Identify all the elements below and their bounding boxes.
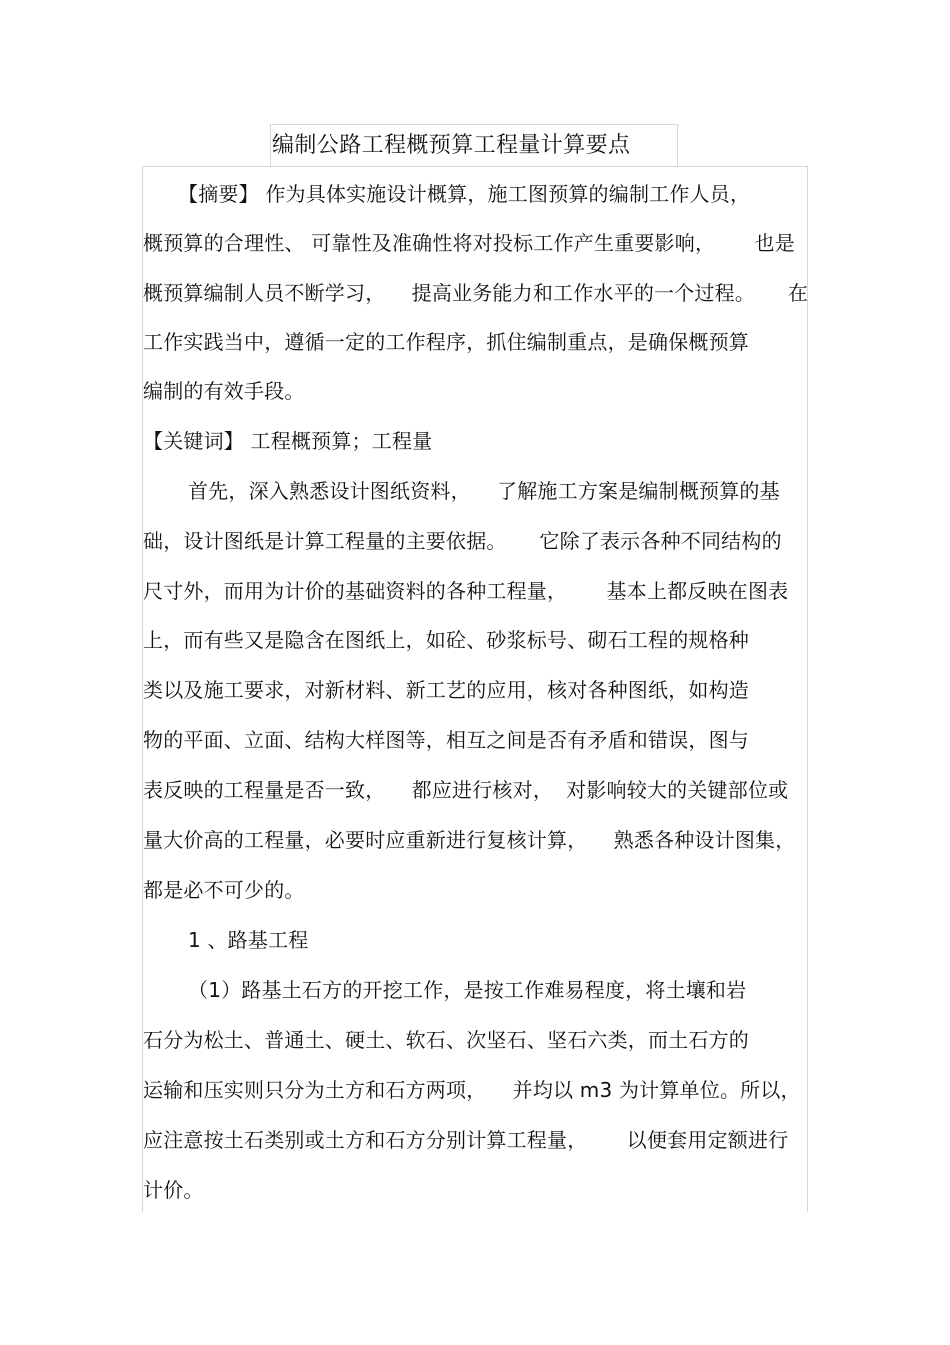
paragraph-line-3: 尺寸外，而用为计价的基础资料的各种工程量， 基本上都反映在图表 [143,579,789,603]
section-line-5: 计价。 [143,1178,204,1202]
paragraph-line-9: 都是必不可少的。 [143,878,305,902]
section-line-2: 石分为松土、普通土、硬土、软石、次坚石、坚石六类，而土石方的 [143,1028,749,1052]
abstract-line-1: 【摘要】 作为具体实施设计概算，施工图预算的编制工作人员， [178,182,751,206]
paragraph-line-2: 础，设计图纸是计算工程量的主要依据。 它除了表示各种不同结构的 [143,529,782,553]
keywords-line: 【关键词】 工程概预算；工程量 [143,429,433,453]
paragraph-line-1: 首先，深入熟悉设计图纸资料， 了解施工方案是编制概预算的基 [188,479,780,503]
paragraph-line-4: 上，而有些又是隐含在图纸上，如砼、砂浆标号、砌石工程的规格种 [143,628,749,652]
abstract-line-3: 概预算编制人员不断学习， 提高业务能力和工作水平的一个过程。 在 [143,281,809,305]
section-line-4: 应注意按土石类别或土方和石方分别计算工程量， 以便套用定额进行 [143,1128,789,1152]
document-title: 编制公路工程概预算工程量计算要点 [272,133,631,158]
paragraph-line-6: 物的平面、立面、结构大样图等，相互之间是否有矛盾和错误，图与 [143,728,749,752]
section-heading: 1 、路基工程 [188,928,309,952]
abstract-line-5: 编制的有效手段。 [143,379,305,403]
section-line-3: 运输和压实则只分为土方和石方两项， 并均以 m3 为计算单位。所以， [143,1078,801,1102]
abstract-line-2: 概预算的合理性、 可靠性及准确性将对投标工作产生重要影响， 也是 [143,231,795,255]
abstract-line-4: 工作实践当中，遵循一定的工作程序，抓住编制重点，是确保概预算 [143,330,749,354]
paragraph-line-5: 类以及施工要求，对新材料、新工艺的应用，核对各种图纸，如构造 [143,678,749,702]
paragraph-line-7: 表反映的工程量是否一致， 都应进行核对， 对影响较大的关键部位或 [143,778,789,802]
paragraph-line-8: 量大价高的工程量，必要时应重新进行复核计算， 熟悉各种设计图集， [143,828,796,852]
section-line-1: （1）路基土石方的开挖工作，是按工作难易程度，将土壤和岩 [188,978,747,1002]
